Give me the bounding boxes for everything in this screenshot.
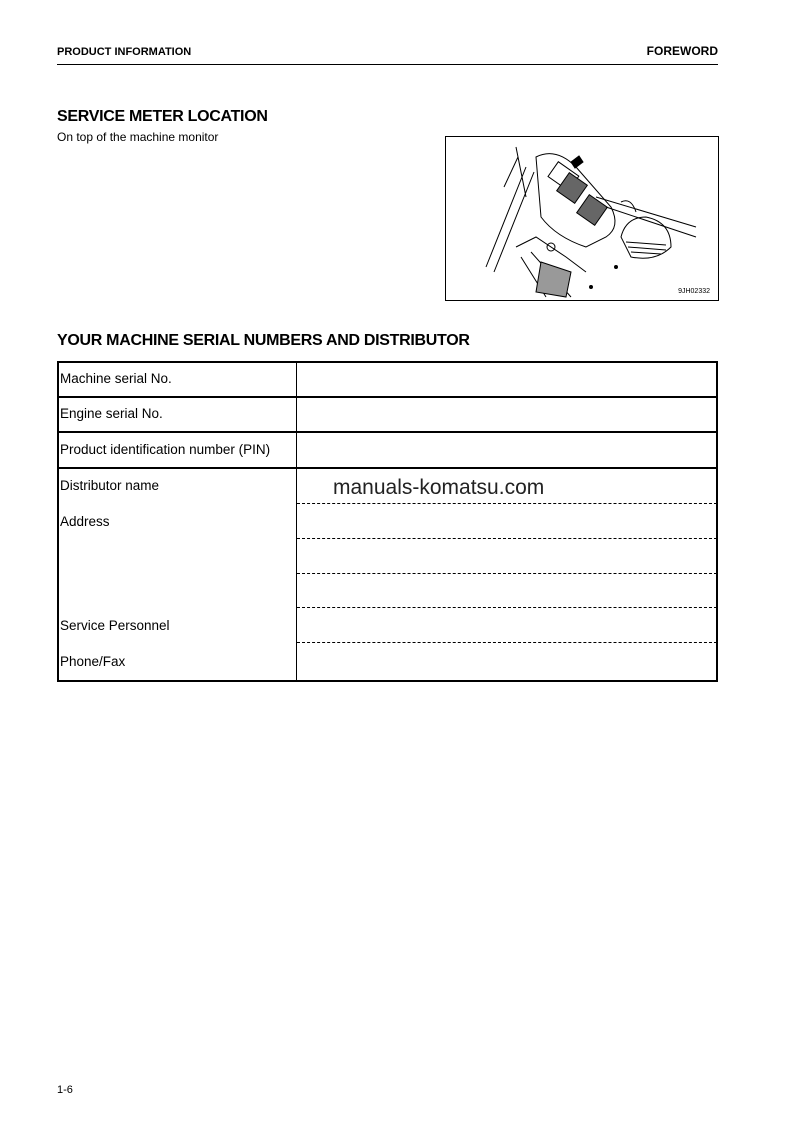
row-divider xyxy=(57,467,718,469)
dashed-line xyxy=(297,538,717,539)
table-bottom-border xyxy=(57,680,718,682)
dashed-line xyxy=(297,607,717,608)
dashed-line xyxy=(297,573,717,574)
service-meter-subtitle: On top of the machine monitor xyxy=(57,130,219,144)
dashed-line xyxy=(297,503,717,504)
address-label: Address xyxy=(60,514,110,529)
engine-serial-value[interactable] xyxy=(300,397,714,431)
machine-serial-value[interactable] xyxy=(300,361,714,396)
distributor-name-label: Distributor name xyxy=(60,478,160,493)
figure-label: 9JH02332 xyxy=(678,288,710,295)
machine-monitor-figure xyxy=(445,136,719,301)
dashed-line xyxy=(297,642,717,643)
service-personnel-label: Service Personnel xyxy=(60,618,170,633)
table-column-divider xyxy=(296,361,297,681)
header-rule xyxy=(57,64,718,65)
table-left-border xyxy=(57,361,59,681)
engine-serial-label: Engine serial No. xyxy=(60,406,163,421)
serials-title: YOUR MACHINE SERIAL NUMBERS AND DISTRIBUTOR xyxy=(57,332,470,349)
header-section-title: PRODUCT INFORMATION xyxy=(57,46,192,58)
table-right-border xyxy=(716,361,718,681)
pin-value[interactable] xyxy=(300,432,714,467)
distributor-name-value: manuals-komatsu.com xyxy=(333,476,545,499)
phone-fax-label: Phone/Fax xyxy=(60,654,126,669)
page-number: 1-6 xyxy=(57,1084,73,1096)
header-chapter-title: FOREWORD xyxy=(646,44,718,58)
pin-label: Product identification number (PIN) xyxy=(60,442,271,457)
machine-monitor-illustration xyxy=(446,137,718,300)
service-meter-title: SERVICE METER LOCATION xyxy=(57,108,268,125)
machine-serial-label: Machine serial No. xyxy=(60,371,172,386)
